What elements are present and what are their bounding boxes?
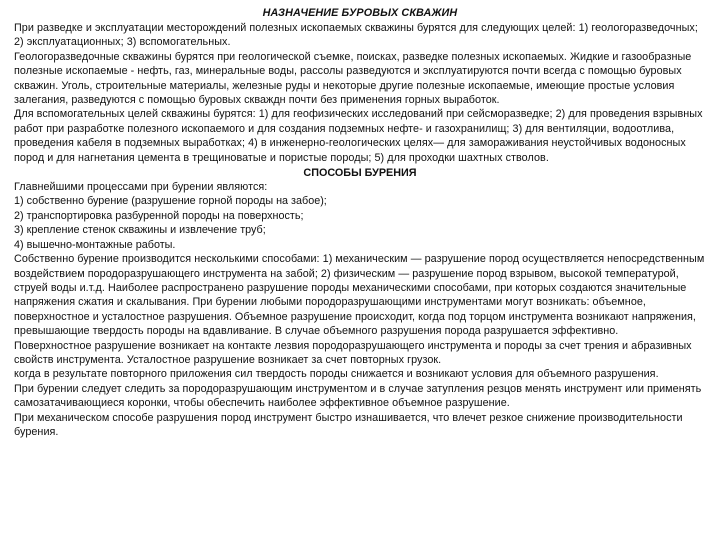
paragraph-drilling-methods: Собственно бурение производится несколькими способами: 1) механическим — разрушение пород осуществляется непосредственным воздействием породоразрушающего инструмента на забой; 2) физическим — разрушение пород взрывом, высокой температурой, струей воды и.т.д. Наиболее распространено разрушение породы механическими способами, при которых создаются значительные напряжения сжатия и скалывания. При бурении любыми породоразрушающими инструментами могут возникать: объемное, поверхностное и усталостное разрушения. Объемное разрушение происходит, когда под торцом инструмента возникают напряжения, превышающие твердость породы на вдавливание. В случае объемного разрушения порода разрушается эффективно. xyxy=(14,253,705,338)
list-item: 2) транспортировка разбуренной породы на поверхность; xyxy=(14,209,304,222)
paragraph-repeated-loads: когда в результате повторного приложения сил твердость породы снижается и возникают условия для объемного разрушения. xyxy=(14,368,659,381)
paragraph-surface-destruction: Поверхностное разрушение возникает на контакте лезвия породоразрушающего инструмента и породы за счет трения и абразивных свойств инструмента. Усталостное разрушение возникает за счет повторных грузок. xyxy=(14,339,692,366)
paragraph-auxiliary-wells: Для вспомогательных целей скважины бурятся: 1) для геофизических исследований при сейсморазведке; 2) для проведения взрывных работ при разработке полезного ископаемого и для создания подземных нефте- и газохранилищ; 3) для вентиляции, водоотлива, проведения кабеля в подземных выработках; 4) в инженерно-геологических целях— для замораживания неустойчивых водоносных пород и для нагнетания цемента в трещиноватые и пористые породы; 5) для проходки шахтных стволов. xyxy=(14,108,703,164)
paragraph-tool-wear: При механическом способе разрушения пород инструмент быстро изнашивается, что влечет резкое снижение производительности бурения. xyxy=(14,411,683,438)
paragraph-processes-intro: Главнейшими процессами при бурении являются: xyxy=(14,181,268,194)
paragraph-tool-maintenance: При бурении следует следить за породоразрушающим инструментом и в случае затупления резцов менять инструмент или применять самозатачивающиеся коронки, чтобы обеспечить наиболее эффективное объемное разрушение. xyxy=(14,382,702,410)
list-item: 1) собственно бурение (разрушение горной породы на забое); xyxy=(14,195,327,208)
list-item: 4) вышечно-монтажные работы. xyxy=(14,238,176,251)
paragraph-exploration-wells: Геологоразведочные скважины бурятся при геологической съемке, поисках, разведке полезных ископаемых. Жидкие и газообразные полезные ископаемые - нефть, газ, минеральные воды, рассолы разведуются и эксплуатируются почти всегда с помощью буровых скважин. Уголь, строительные материалы, железные руды и некоторые другие полезные ископаемые, имеющие простые условия залегания, разведуются с помощью буровых скваждн почти без применения горных выработок. xyxy=(14,50,692,107)
paragraph-intro: При разведке и эксплуатации месторождений полезных ископаемых скважины бурятся для следующих целей: 1) геологоразведочных; 2) эксплуатационных; 3) вспомогательных. xyxy=(14,22,698,49)
section-title-drilling-methods: СПОСОБЫ БУРЕНИЯ xyxy=(303,167,417,180)
section-title-purpose: НАЗНАЧЕНИЕ БУРОВЫХ СКВАЖИН xyxy=(262,7,458,19)
list-item: 3) крепление стенок скважины и извлечение труб; xyxy=(14,224,266,237)
